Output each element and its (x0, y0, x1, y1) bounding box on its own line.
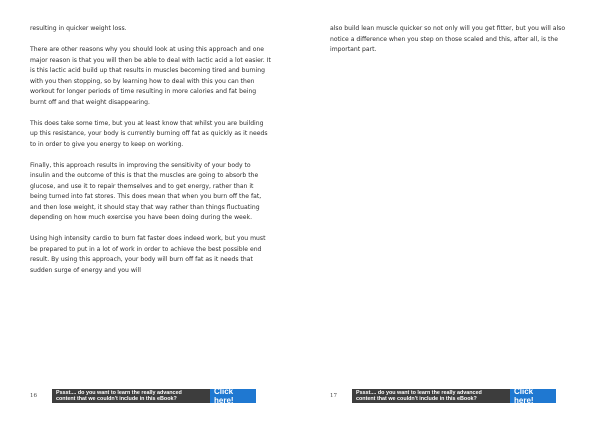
paragraph: resulting in quicker weight loss. (30, 25, 127, 32)
promo-line-2: content that we couldn't include in this eBook? (56, 396, 177, 402)
promo-banner-text (52, 389, 210, 403)
left-page-footer (30, 388, 256, 404)
click-here-button[interactable]: Click here! (510, 389, 556, 403)
left-page-text (30, 24, 272, 287)
click-here-button[interactable]: Click here! (210, 389, 256, 403)
promo-line-1: Pssst.... do you want to learn the really advanced (356, 390, 482, 396)
paragraph: Finally, this approach results in improving the sensitivity of your body to insulin and the outcome of this is that the muscles are going to absorb the glucose, and use it to repair themselves and to get energy, rather than it being turned into fat stores. This does mean that when you burn off the fat, and then lose weight, it should stay that way rather than things fluctuating depending on how much exercise you have been doing during the week. (30, 161, 262, 221)
paragraph: This does take some time, but you at least know that whilst you are building up this resistance, your body is currently burning off fat as quickly as it needs to in order to give you energy to keep on working. (30, 119, 268, 148)
right-page (300, 0, 600, 424)
right-page-text (330, 24, 572, 66)
paragraph: also build lean muscle quicker so not only will you get fitter, but you will also notice a difference when you step on those scaled and this, after all, is the important part. (330, 25, 566, 53)
promo-banner-text (352, 389, 510, 403)
right-page-footer (330, 388, 556, 404)
paragraph: There are other reasons why you should look at using this approach and one major reason is that you will then be able to deal with lactic acid a lot easier. It is this lactic acid build up that results in muscles becoming tired and burning with you then stopping, so by learning how to deal with this you can then workout for longer periods of time resulting in more calories and fat being burnt off and that weight disappearing. (30, 46, 271, 106)
promo-banner[interactable] (352, 389, 556, 403)
promo-line-1: Pssst.... do you want to learn the really advanced (56, 390, 182, 396)
paragraph: Using high intensity cardio to burn fat faster does indeed work, but you must be prepared to put in a lot of work in order to achieve the best possible end result. By using this approach, your body will burn off fat as it needs that sudden surge of energy and you will (30, 235, 266, 274)
promo-line-2: content that we couldn't include in this eBook? (356, 396, 477, 402)
promo-banner[interactable] (52, 389, 256, 403)
page-number: 17 (330, 393, 337, 399)
page-number: 16 (30, 393, 37, 399)
